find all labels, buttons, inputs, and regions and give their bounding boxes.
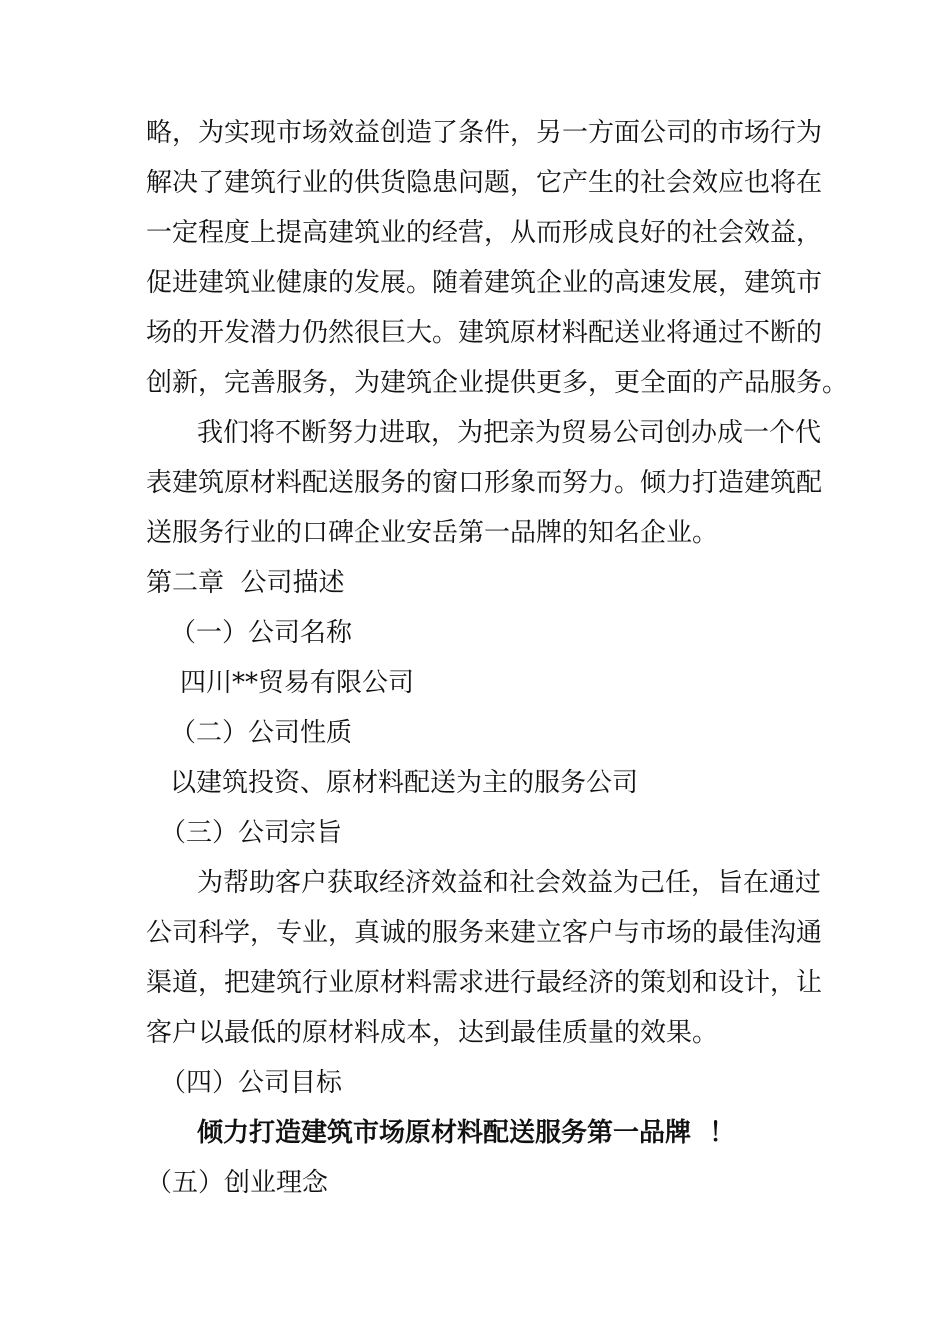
paragraph-line: 略，为实现市场效益创造了条件，另一方面公司的市场行为 (146, 118, 823, 148)
company-name: 四川**贸易有限公司 (180, 668, 415, 698)
paragraph-line: 解决了建筑行业的供货隐患问题，它产生的社会效应也将在 (146, 168, 823, 198)
purpose-line: 为帮助客户获取经济效益和社会效益为己任，旨在通过 (197, 868, 822, 898)
chapter-heading: 第二章 公司描述 (146, 568, 345, 598)
paragraph-line: 我们将不断努力进取，为把亲为贸易公司创办成一个代 (197, 418, 822, 448)
paragraph-line: 一定程度上提高建筑业的经营，从而形成良好的社会效益， (146, 218, 823, 248)
paragraph-line: 促进建筑业健康的发展。随着建筑企业的高速发展，建筑市 (146, 268, 823, 298)
section-heading-goal: （四）公司目标 (160, 1068, 343, 1098)
paragraph-line: 送服务行业的口碑企业安岳第一品牌的知名企业。 (146, 518, 719, 548)
section-heading-philosophy: （五）创业理念 (146, 1168, 329, 1198)
company-nature: 以建筑投资、原材料配送为主的服务公司 (170, 768, 639, 798)
section-heading-nature: （二）公司性质 (170, 718, 353, 748)
purpose-line: 渠道，把建筑行业原材料需求进行最经济的策划和设计，让 (146, 968, 823, 998)
purpose-line: 客户以最低的原材料成本，达到最佳质量的效果。 (146, 1018, 719, 1048)
paragraph-line: 场的开发潜力仍然很巨大。建筑原材料配送业将通过不断的 (146, 318, 823, 348)
paragraph-line: 表建筑原材料配送服务的窗口形象而努力。倾力打造建筑配 (146, 468, 823, 498)
section-heading-purpose: （三）公司宗旨 (160, 818, 343, 848)
goal-slogan: 倾力打造建筑市场原材料配送服务第一品牌 ！ (197, 1118, 736, 1148)
paragraph-line: 创新，完善服务，为建筑企业提供更多，更全面的产品服务。 (146, 368, 849, 398)
section-heading-name: （一）公司名称 (170, 618, 353, 648)
purpose-line: 公司科学，专业，真诚的服务来建立客户与市场的最佳沟通 (146, 918, 823, 948)
